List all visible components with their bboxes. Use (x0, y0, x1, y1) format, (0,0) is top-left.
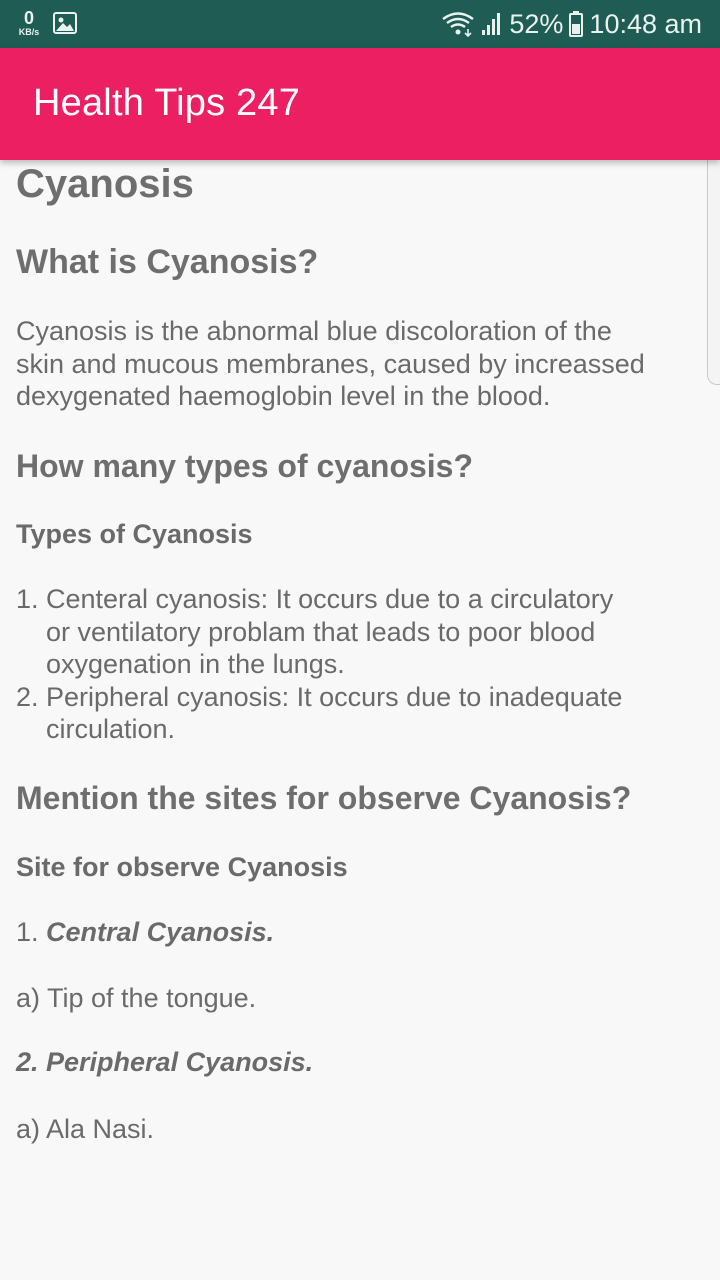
definition-paragraph (16, 315, 696, 413)
list-item-line: Centeral cyanosis: It occurs due to a circulatory (46, 584, 614, 614)
edge-panel-handle[interactable] (707, 145, 720, 385)
network-speed-indicator (14, 9, 44, 37)
status-bar (0, 0, 720, 48)
definition-line: Cyanosis is the abnormal blue discoloration of the (16, 316, 612, 346)
sites-heading: Site for observe Cyanosis (16, 852, 348, 882)
signal-strength-icon (481, 12, 503, 36)
central-site-item: a) Tip of the tongue. (16, 983, 257, 1013)
network-speed-value: 0 (23, 8, 34, 28)
list-item (16, 583, 696, 681)
definition-line: dexygenated haemoglobin level in the blood. (16, 381, 551, 411)
list-item-number: 2. (16, 681, 39, 712)
list-item-line: circulation. (46, 714, 176, 744)
clock: 10:48 am (589, 8, 702, 39)
app-title: Health Tips 247 (33, 82, 301, 124)
network-speed-unit: KB/s (18, 27, 40, 37)
list-item-number: 1. (16, 584, 39, 614)
types-list (16, 583, 696, 746)
central-cyanosis-heading (16, 917, 274, 948)
list-item-line: oxygenation in the lungs. (46, 649, 345, 679)
peripheral-site-item: a) Ala Nasi. (16, 1114, 155, 1144)
types-heading: Types of Cyanosis (16, 519, 253, 549)
wifi-icon (441, 11, 475, 37)
battery-icon (569, 11, 583, 37)
app-bar (0, 48, 720, 160)
definition-line: skin and mucous membranes, caused by increassed (16, 348, 645, 379)
battery-percent: 52% (509, 8, 564, 39)
central-cyanosis-number: 1. (16, 917, 39, 947)
central-cyanosis-label: Central Cyanosis. (46, 917, 275, 947)
peripheral-cyanosis-heading: 2. Peripheral Cyanosis. (16, 1047, 314, 1077)
article-title: Cyanosis (16, 162, 194, 206)
list-item (16, 681, 696, 746)
gallery-notification-icon (53, 12, 77, 34)
list-item-line: Peripheral cyanosis: It occurs due to inadequate (46, 681, 623, 712)
question-types-of-cyanosis: How many types of cyanosis? (16, 448, 474, 484)
question-what-is-cyanosis: What is Cyanosis? (16, 243, 319, 281)
question-sites-for-cyanosis: Mention the sites for observe Cyanosis? (16, 780, 632, 816)
list-item-line: or ventilatory problam that leads to poor blood (46, 616, 596, 647)
